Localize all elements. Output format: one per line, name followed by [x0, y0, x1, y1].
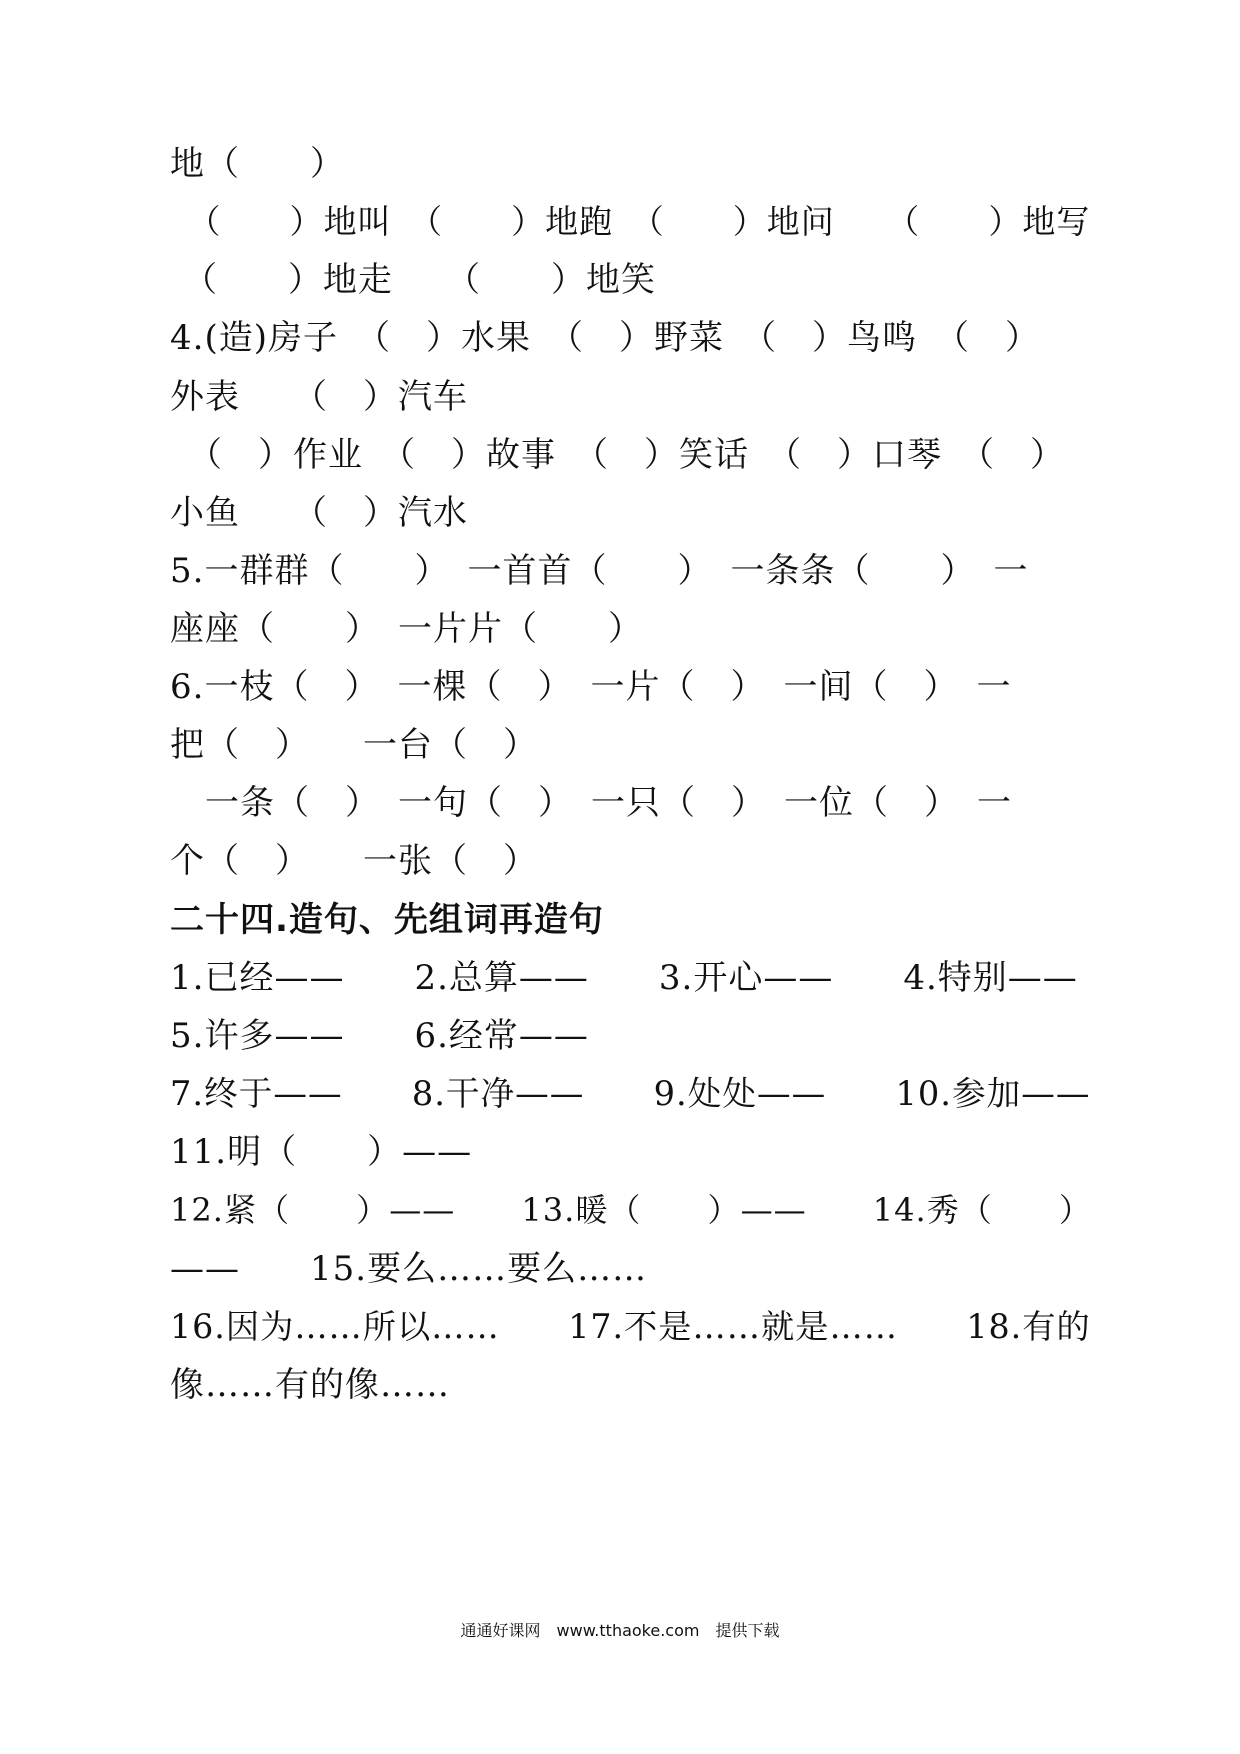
section-heading: 二十四.造句、先组词再造句: [170, 900, 604, 940]
text-line-8: 5.一群群（ ） 一首首（ ） 一条条（ ） 一: [170, 551, 1029, 591]
text-line-17: 7.终于—— 8.干净—— 9.处处—— 10.参加——: [170, 1074, 1091, 1113]
text-line-4: 4.(造)房子 （ ）水果 （ ）野菜 （ ）鸟鸣 （ ）: [170, 318, 1040, 358]
text-line-7: 小鱼 （ ）汽水: [170, 493, 468, 533]
text-line-10: 6.一枝（ ） 一棵（ ） 一片（ ） 一间（ ） 一: [170, 667, 1012, 707]
text-line-6: （ ）作业 （ ）故事 （ ）笑话 （ ）口琴 （ ）: [170, 435, 1065, 475]
text-line-21: 16.因为……所以…… 17.不是……就是…… 18.有的: [170, 1307, 1091, 1346]
text-line-16: 5.许多—— 6.经常——: [170, 1016, 589, 1056]
text-line-11: 把（ ） 一台（ ）: [170, 725, 538, 765]
text-line-18: 11.明（ ）——: [170, 1132, 473, 1172]
text-line-12: 一条（ ） 一句（ ） 一只（ ） 一位（ ） 一: [170, 783, 1012, 823]
text-line-9: 座座（ ） 一片片（ ）: [170, 609, 643, 649]
text-line-3: （ ）地走 （ ）地笑: [183, 260, 656, 300]
text-line-15: 1.已经—— 2.总算—— 3.开心—— 4.特别——: [170, 958, 1078, 998]
text-line-2: （ ）地叫 （ ）地跑 （ ）地问 （ ）地写: [170, 202, 1091, 241]
text-line-19: 12.紧（ ）—— 13.暖（ ）—— 14.秀（ ）: [170, 1191, 1092, 1229]
footer-credit: 通通好课网 www.tthaoke.com 提供下载: [460, 1621, 780, 1640]
text-line-5: 外表 （ ）汽车: [170, 377, 468, 417]
text-line-1: 地（ ）: [170, 144, 345, 184]
text-line-13: 个（ ） 一张（ ）: [170, 841, 538, 881]
text-line-20: —— 15.要么……要么……: [170, 1249, 648, 1289]
text-line-22: 像……有的像……: [170, 1365, 450, 1405]
